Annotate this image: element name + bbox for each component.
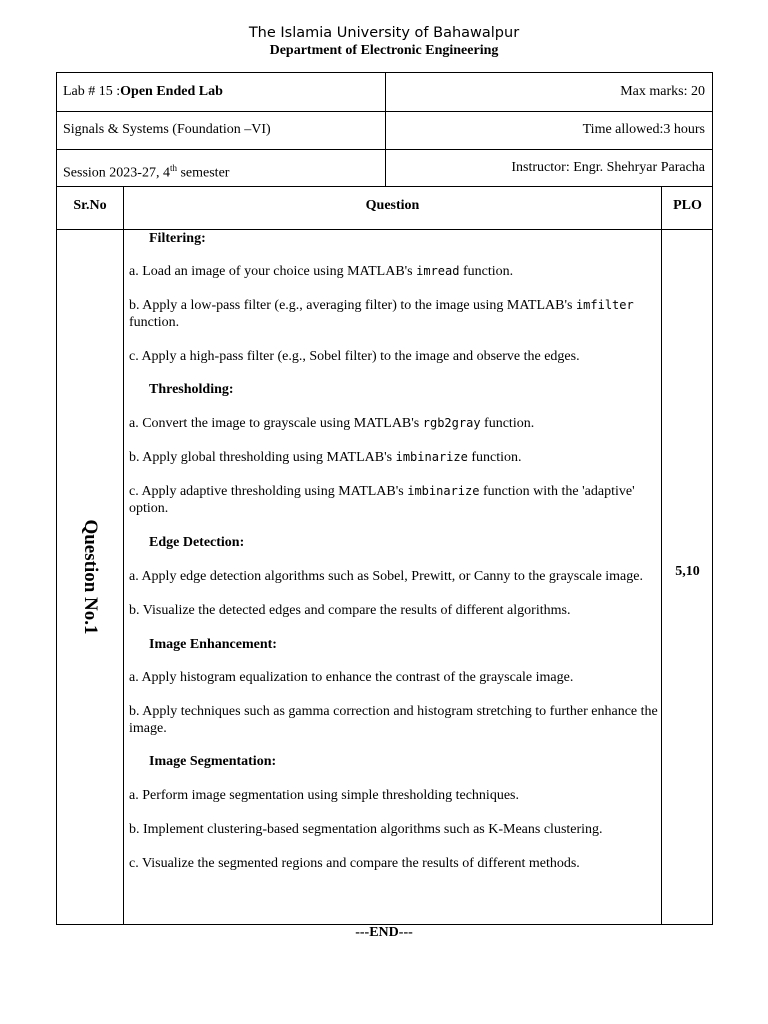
edge-item-a: a. Apply edge detection algorithms such as Sobel, Prewitt, or Canny to the grayscale image.	[129, 569, 643, 584]
plo-value: 5,10	[675, 564, 700, 579]
lab-title-cell	[63, 73, 223, 111]
section-title-edge-detection: Edge Detection:	[149, 535, 245, 550]
code-imfilter: imfilter	[575, 298, 634, 312]
end-marker: ---END---	[355, 925, 413, 940]
header-plo: PLO	[673, 198, 702, 213]
question-label-cell	[57, 230, 123, 924]
session-text: Session 2023-27, 4	[63, 165, 170, 181]
thresholding-item-a: a. Convert the image to grayscale using MATLAB's rgb2gray function.	[129, 416, 535, 431]
enhancement-item-a: a. Apply histogram equalization to enhance the contrast of the grayscale image.	[129, 670, 574, 685]
lab-number: Lab # 15 :	[63, 84, 121, 99]
instructor: Instructor: Engr. Shehryar Paracha	[511, 160, 705, 175]
edge-item-b: b. Visualize the detected edges and compare the results of different algorithms.	[129, 603, 571, 618]
session-superscript: th	[169, 163, 177, 173]
filtering-item-c: c. Apply a high-pass filter (e.g., Sobel filter) to the image and observe the edges.	[129, 349, 580, 364]
department-name: Department of Electronic Engineering	[269, 43, 499, 58]
section-title-filtering: Filtering:	[149, 231, 206, 246]
session-cell	[63, 149, 229, 187]
university-name: The Islamia University of Bahawalpur	[248, 25, 520, 41]
filtering-item-b: b. Apply a low-pass filter (e.g., averaging filter) to the image using MATLAB's imfilter function.	[129, 298, 634, 330]
segmentation-item-a: a. Perform image segmentation using simple thresholding techniques.	[129, 788, 519, 803]
time-allowed: Time allowed:3 hours	[582, 122, 705, 137]
code-imbinarize-adaptive: imbinarize	[407, 484, 480, 498]
section-title-image-segmentation: Image Segmentation:	[149, 754, 277, 769]
filtering-item-a: a. Load an image of your choice using MATLAB's imread function.	[129, 264, 514, 279]
thresholding-item-b: b. Apply global thresholding using MATLAB's imbinarize function.	[129, 450, 522, 465]
code-imread: imread	[416, 264, 460, 278]
section-title-image-enhancement: Image Enhancement:	[149, 637, 277, 652]
code-rgb2gray: rgb2gray	[422, 416, 481, 430]
segmentation-item-b: b. Implement clustering-based segmentation algorithms such as K-Means clustering.	[129, 822, 603, 837]
thresholding-item-c: c. Apply adaptive thresholding using MATLAB's imbinarize function with the 'adaptive' option.	[129, 484, 635, 516]
info-table	[56, 72, 713, 187]
header-srno: Sr.No	[73, 198, 107, 213]
question-label: Question No.1	[80, 519, 101, 635]
segmentation-item-c: c. Visualize the segmented regions and compare the results of different methods.	[129, 856, 580, 871]
session-semester: semester	[176, 165, 230, 181]
header-question: Question	[365, 198, 420, 213]
enhancement-item-b: b. Apply techniques such as gamma correction and histogram stretching to further enhance the image.	[129, 704, 658, 736]
question-table	[56, 186, 713, 925]
question-content	[129, 229, 659, 872]
max-marks: Max marks: 20	[620, 84, 705, 99]
section-title-thresholding: Thresholding:	[149, 382, 234, 397]
lab-title: Open Ended Lab	[120, 84, 223, 99]
code-imbinarize: imbinarize	[395, 450, 468, 464]
course-name: Signals & Systems (Foundation –VI)	[63, 122, 271, 137]
